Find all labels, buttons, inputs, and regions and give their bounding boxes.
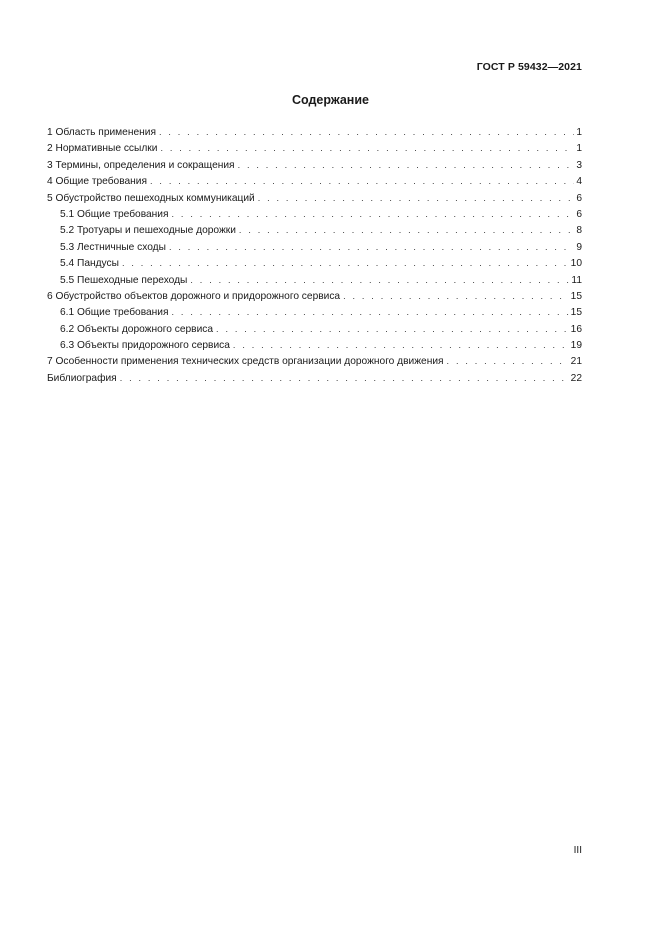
toc-entry-label: 5.3 Лестничные сходы: [60, 241, 166, 253]
toc-entry[interactable]: [47, 370, 582, 386]
toc-dot-leader: [238, 157, 575, 173]
toc-entry-label: 5 Обустройство пешеходных коммуникаций: [47, 192, 255, 204]
toc-entry[interactable]: [47, 140, 582, 156]
toc-entry-page: 19: [570, 340, 582, 352]
document-id-header: ГОСТ Р 59432—2021: [476, 61, 582, 73]
toc-dot-leader: [258, 190, 575, 206]
toc-entry-label: 1 Область применения: [47, 127, 156, 138]
toc-entry-label: 5.1 Общие требования: [60, 208, 169, 220]
toc-entry[interactable]: [47, 255, 582, 271]
toc-entry-page: 8: [576, 225, 582, 237]
toc-entry[interactable]: [47, 190, 582, 206]
toc-dot-leader: [160, 140, 574, 156]
toc-dot-leader: [169, 239, 574, 255]
toc-entry-label: 7 Особенности применения технических средств организации дорожного движения: [47, 356, 444, 368]
toc-dot-leader: [172, 206, 575, 222]
toc-entry-page: 11: [571, 274, 582, 286]
toc-dot-leader: [447, 353, 569, 369]
toc-entry-label: 6.2 Объекты дорожного сервиса: [60, 323, 214, 335]
toc-entry[interactable]: [47, 157, 582, 173]
toc-entry-label: 5.5 Пешеходные переходы: [60, 274, 188, 286]
toc-entry[interactable]: [47, 222, 582, 238]
toc-entry-page: 16: [570, 323, 582, 335]
toc-entry-page: 1: [576, 127, 582, 138]
toc-entry-label: 6 Обустройство объектов дорожного и придорожного сервиса: [47, 290, 341, 302]
toc-entry-label: 4 Общие требования: [47, 176, 148, 188]
toc-entry-page: 15: [570, 290, 582, 302]
toc-entry[interactable]: [47, 272, 582, 288]
toc-entry-label: 6.1 Общие требования: [60, 307, 169, 319]
toc-entry-page: 22: [570, 372, 582, 384]
toc-entry[interactable]: [47, 288, 582, 304]
toc-dot-leader: [343, 288, 569, 304]
table-of-contents: [47, 124, 582, 386]
toc-entry[interactable]: [47, 206, 582, 222]
toc-entry-page: 6: [576, 208, 582, 220]
toc-dot-leader: [159, 124, 574, 140]
toc-dot-leader: [122, 255, 569, 271]
toc-dot-leader: [233, 337, 569, 353]
toc-entry-page: 9: [576, 241, 582, 253]
toc-dot-leader: [216, 321, 569, 337]
toc-entry[interactable]: [47, 239, 582, 255]
toc-entry-page: 10: [570, 258, 582, 270]
toc-dot-leader: [190, 272, 569, 288]
toc-entry-page: 15: [570, 307, 582, 319]
toc-entry[interactable]: [47, 321, 582, 337]
toc-dot-leader: [239, 222, 574, 238]
toc-entry-label: 5.2 Тротуары и пешеходные дорожки: [60, 225, 236, 237]
toc-dot-leader: [120, 370, 569, 386]
toc-entry[interactable]: [47, 353, 582, 369]
toc-dot-leader: [172, 304, 569, 320]
toc-entry-page: 6: [576, 192, 582, 204]
toc-entry-label: 6.3 Объекты придорожного сервиса: [60, 340, 230, 352]
toc-entry[interactable]: [47, 124, 582, 140]
toc-dot-leader: [150, 173, 574, 189]
toc-entry-label: Библиография: [47, 372, 117, 384]
toc-entry-page: 1: [576, 143, 582, 155]
toc-entry[interactable]: [47, 337, 582, 353]
toc-entry-page: 3: [576, 159, 582, 171]
toc-entry-label: 3 Термины, определения и сокращения: [47, 159, 235, 171]
page-title: Содержание: [291, 93, 369, 107]
toc-entry-page: 21: [570, 356, 582, 368]
toc-entry-label: 2 Нормативные ссылки: [47, 143, 158, 155]
toc-entry[interactable]: [47, 304, 582, 320]
toc-entry[interactable]: [47, 173, 582, 189]
page-number: III: [573, 845, 582, 856]
toc-entry-page: 4: [576, 176, 582, 188]
toc-entry-label: 5.4 Пандусы: [60, 258, 119, 270]
